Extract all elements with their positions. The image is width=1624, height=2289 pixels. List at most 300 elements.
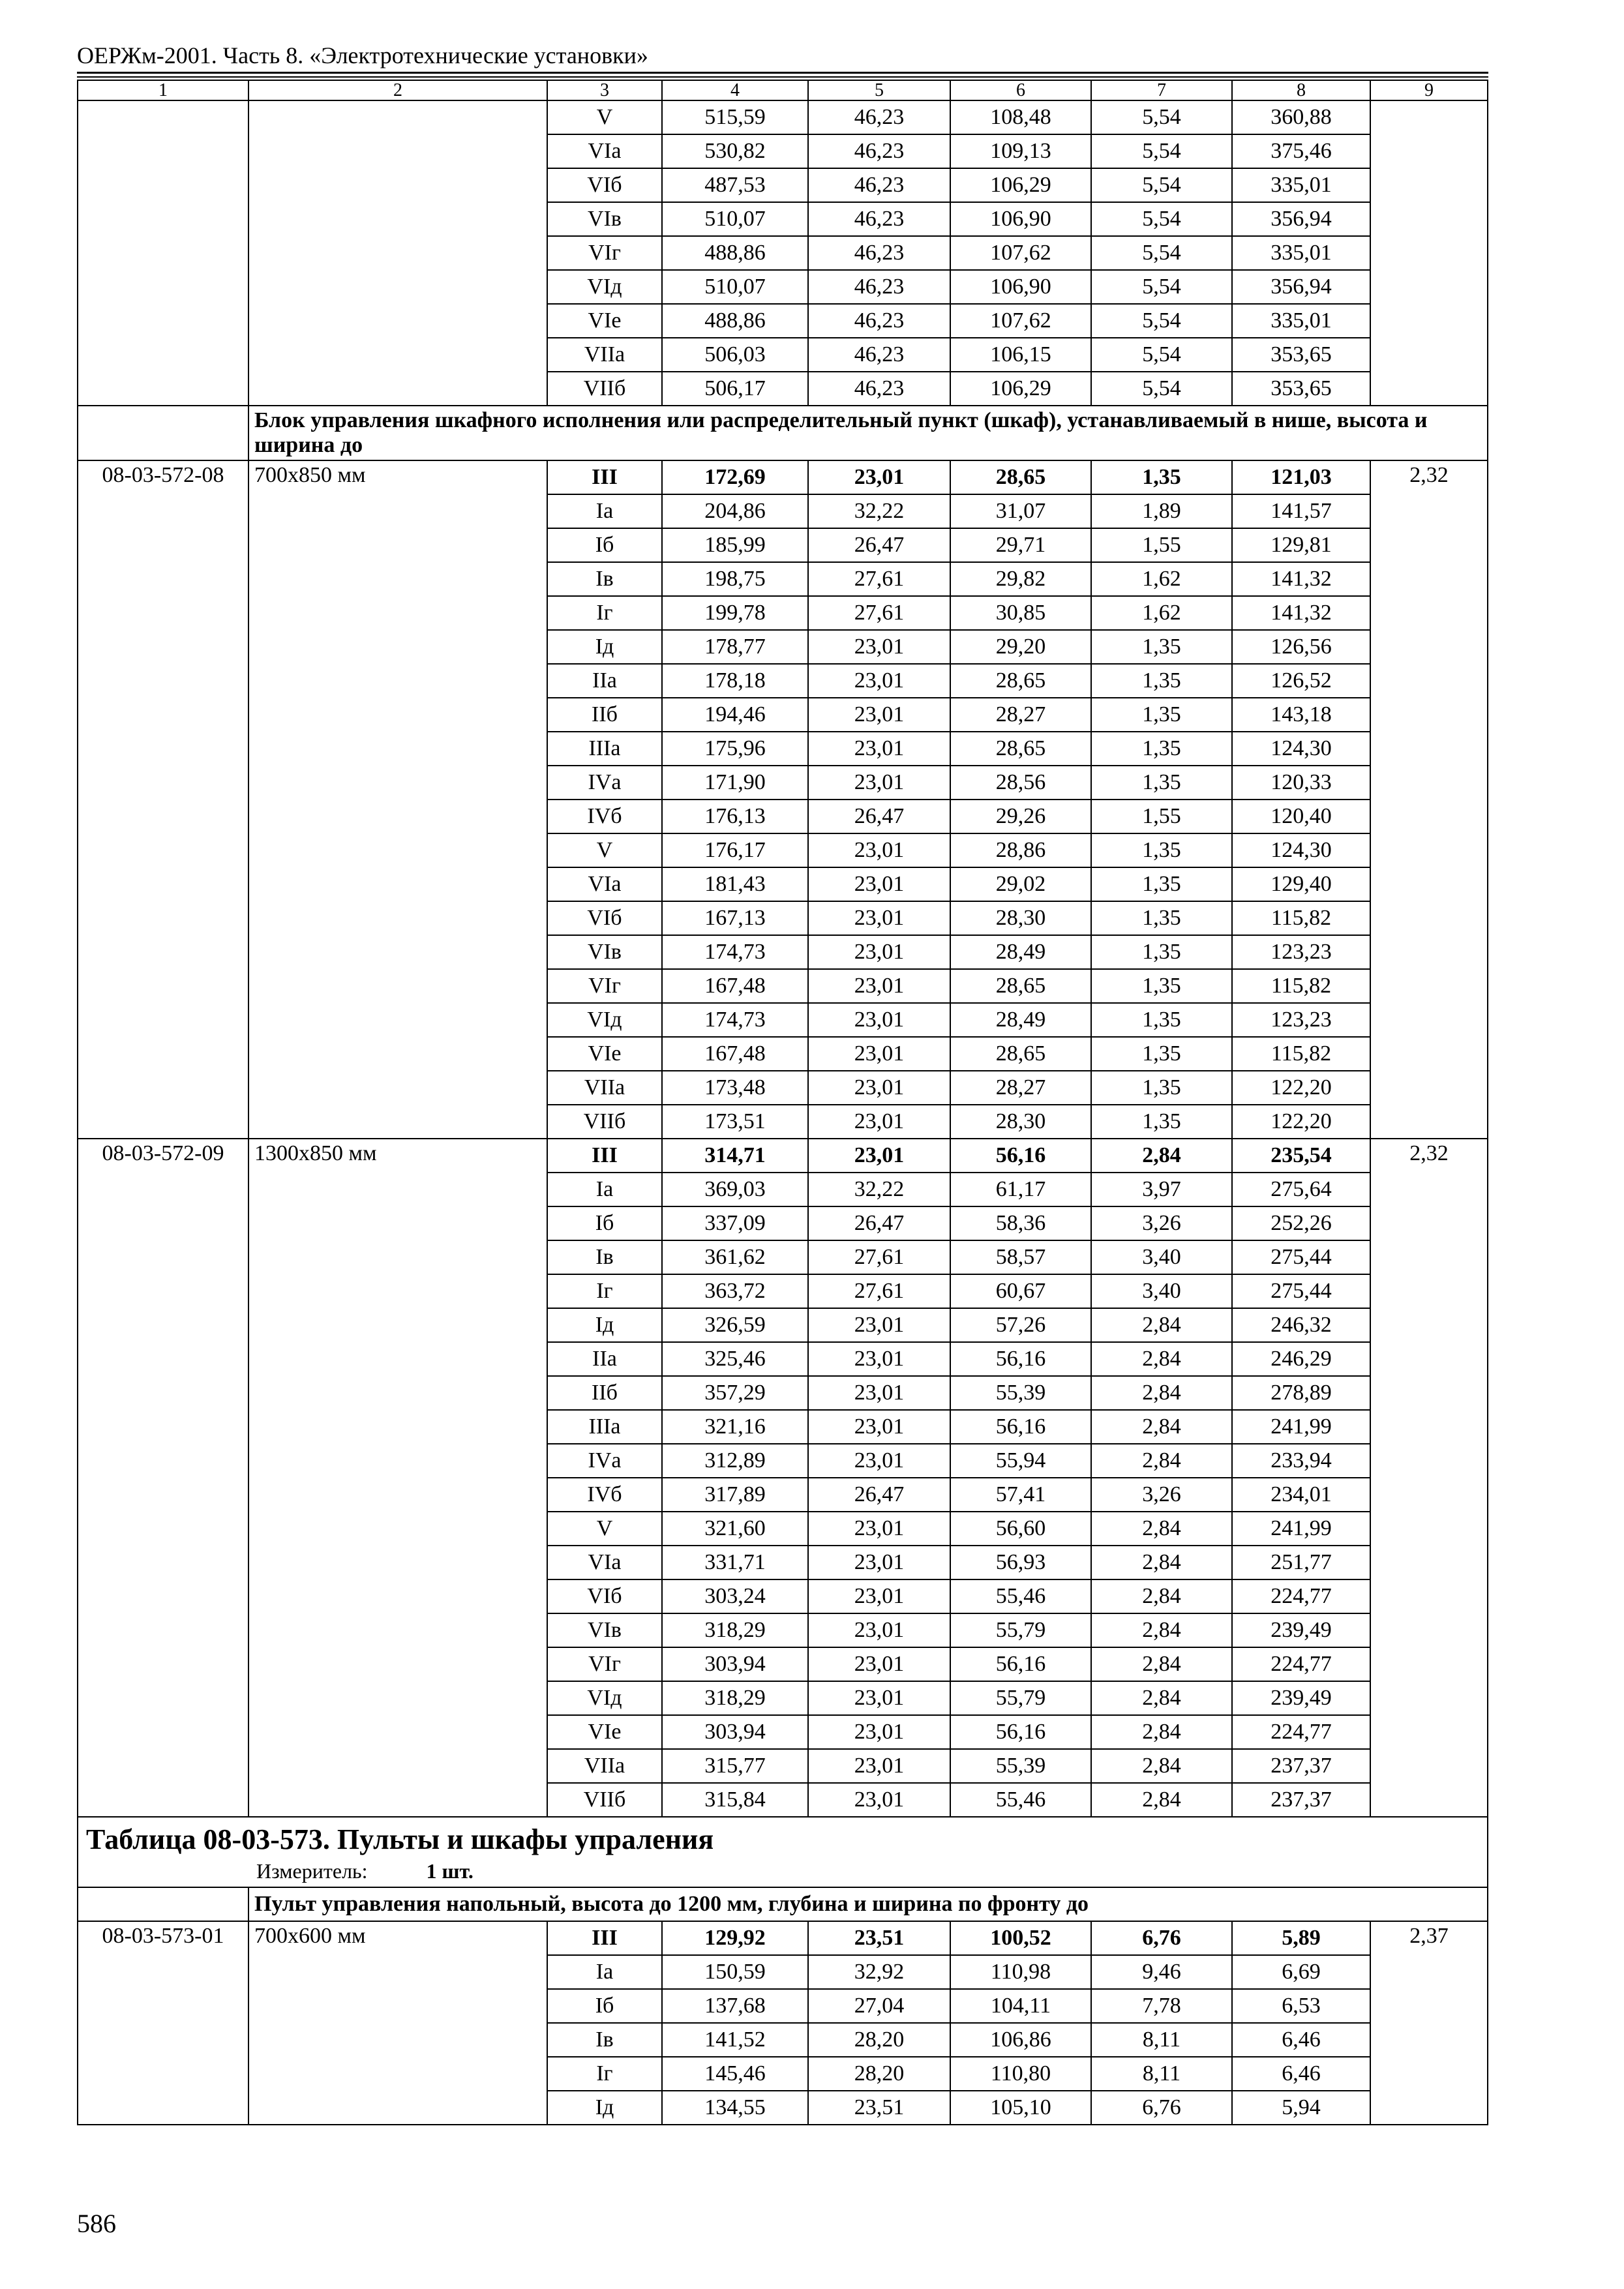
driver-wage-cell: 1,35 <box>1091 969 1232 1003</box>
zone-cell: VIб <box>547 168 662 202</box>
machine-cost-cell: 28,30 <box>950 1105 1091 1139</box>
driver-wage-cell: 3,26 <box>1091 1478 1232 1512</box>
material-cost-cell: 241,99 <box>1232 1410 1370 1444</box>
direct-cost-cell: 150,59 <box>662 1955 808 1989</box>
column-number: 2 <box>248 80 547 100</box>
direct-cost-cell: 199,78 <box>662 596 808 630</box>
driver-wage-cell: 1,62 <box>1091 596 1232 630</box>
driver-wage-cell: 2,84 <box>1091 1444 1232 1478</box>
zone-cell: IVа <box>547 1444 662 1478</box>
column-number: 3 <box>547 80 662 100</box>
zone-cell: Iб <box>547 1206 662 1240</box>
driver-wage-cell: 2,84 <box>1091 1783 1232 1817</box>
labor-cost-cell: 23,01 <box>808 1139 950 1173</box>
header-rule-thin <box>77 76 1488 78</box>
labor-cost-cell: 23,01 <box>808 630 950 664</box>
machine-cost-cell: 58,57 <box>950 1240 1091 1274</box>
material-cost-cell: 115,82 <box>1232 901 1370 935</box>
meter-value: 1 шт. <box>426 1859 474 1883</box>
direct-cost-cell: 178,18 <box>662 664 808 698</box>
labor-cost-cell: 23,01 <box>808 1579 950 1613</box>
material-cost-cell: 6,46 <box>1232 2057 1370 2091</box>
labor-cost-cell: 23,01 <box>808 766 950 800</box>
labor-cost-cell: 46,23 <box>808 338 950 372</box>
zone-cell: Iв <box>547 562 662 596</box>
labor-cost-cell: 23,01 <box>808 1681 950 1715</box>
driver-wage-cell: 5,54 <box>1091 372 1232 406</box>
driver-wage-cell: 3,40 <box>1091 1240 1232 1274</box>
zone-cell: VIд <box>547 270 662 304</box>
material-cost-cell: 275,44 <box>1232 1274 1370 1308</box>
driver-wage-cell: 1,35 <box>1091 460 1232 494</box>
driver-wage-cell: 1,62 <box>1091 562 1232 596</box>
material-cost-cell: 233,94 <box>1232 1444 1370 1478</box>
machine-cost-cell: 55,39 <box>950 1749 1091 1783</box>
labor-hours-cell: 2,32 <box>1370 1139 1488 1817</box>
zone-cell: VIIб <box>547 1783 662 1817</box>
direct-cost-cell: 506,17 <box>662 372 808 406</box>
material-cost-cell: 360,88 <box>1232 100 1370 134</box>
driver-wage-cell: 1,55 <box>1091 800 1232 833</box>
machine-cost-cell: 28,30 <box>950 901 1091 935</box>
driver-wage-cell: 6,76 <box>1091 2091 1232 2125</box>
driver-wage-cell: 6,76 <box>1091 1921 1232 1955</box>
driver-wage-cell: 1,55 <box>1091 528 1232 562</box>
material-cost-cell: 126,56 <box>1232 630 1370 664</box>
driver-wage-cell: 2,84 <box>1091 1579 1232 1613</box>
machine-cost-cell: 58,36 <box>950 1206 1091 1240</box>
labor-cost-cell: 23,01 <box>808 1105 950 1139</box>
material-cost-cell: 275,64 <box>1232 1173 1370 1206</box>
driver-wage-cell: 2,84 <box>1091 1308 1232 1342</box>
rates-table <box>77 80 1488 2125</box>
direct-cost-cell: 314,71 <box>662 1139 808 1173</box>
machine-cost-cell: 104,11 <box>950 1989 1091 2023</box>
machine-cost-cell: 28,27 <box>950 1071 1091 1105</box>
direct-cost-cell: 174,73 <box>662 1003 808 1037</box>
section-spacer <box>78 406 248 460</box>
driver-wage-cell: 5,54 <box>1091 202 1232 236</box>
zone-cell: VIд <box>547 1003 662 1037</box>
driver-wage-cell: 5,54 <box>1091 304 1232 338</box>
direct-cost-cell: 488,86 <box>662 236 808 270</box>
section-heading: Блок управления шкафного исполнения или распределительный пункт (шкаф), устанавливаемый в нише, высота и ширина до <box>248 406 1488 460</box>
direct-cost-cell: 303,24 <box>662 1579 808 1613</box>
meter-label: Измеритель: <box>256 1859 368 1883</box>
zone-cell: IIб <box>547 1376 662 1410</box>
machine-cost-cell: 29,71 <box>950 528 1091 562</box>
labor-cost-cell: 46,23 <box>808 100 950 134</box>
machine-cost-cell: 55,94 <box>950 1444 1091 1478</box>
labor-cost-cell: 23,01 <box>808 664 950 698</box>
zone-cell: VIг <box>547 236 662 270</box>
direct-cost-cell: 303,94 <box>662 1715 808 1749</box>
direct-cost-cell: 363,72 <box>662 1274 808 1308</box>
labor-cost-cell: 23,01 <box>808 969 950 1003</box>
direct-cost-cell: 172,69 <box>662 460 808 494</box>
machine-cost-cell: 29,20 <box>950 630 1091 664</box>
direct-cost-cell: 181,43 <box>662 867 808 901</box>
zone-cell: VIIа <box>547 1071 662 1105</box>
item-dimensions: 700х600 мм <box>248 1921 547 2125</box>
machine-cost-cell: 100,52 <box>950 1921 1091 1955</box>
zone-cell: VIб <box>547 901 662 935</box>
machine-cost-cell: 56,16 <box>950 1139 1091 1173</box>
zone-cell: IIа <box>547 1342 662 1376</box>
labor-cost-cell: 32,22 <box>808 494 950 528</box>
labor-cost-cell: 27,61 <box>808 1274 950 1308</box>
labor-cost-cell: 46,23 <box>808 270 950 304</box>
labor-cost-cell: 23,01 <box>808 732 950 766</box>
rates-table-body <box>78 80 1488 2125</box>
labor-cost-cell: 23,51 <box>808 1921 950 1955</box>
material-cost-cell: 5,94 <box>1232 2091 1370 2125</box>
machine-cost-cell: 28,86 <box>950 833 1091 867</box>
direct-cost-cell: 175,96 <box>662 732 808 766</box>
machine-cost-cell: 61,17 <box>950 1173 1091 1206</box>
machine-cost-cell: 28,65 <box>950 664 1091 698</box>
zone-cell: IVб <box>547 1478 662 1512</box>
material-cost-cell: 141,32 <box>1232 596 1370 630</box>
zone-cell: Iб <box>547 528 662 562</box>
table-row <box>78 460 1488 494</box>
material-cost-cell: 5,89 <box>1232 1921 1370 1955</box>
material-cost-cell: 335,01 <box>1232 168 1370 202</box>
labor-cost-cell: 46,23 <box>808 372 950 406</box>
machine-cost-cell: 28,27 <box>950 698 1091 732</box>
labor-cost-cell: 23,01 <box>808 1444 950 1478</box>
zone-cell: VIа <box>547 867 662 901</box>
machine-cost-cell: 56,60 <box>950 1512 1091 1546</box>
zone-cell: V <box>547 833 662 867</box>
labor-cost-cell: 26,47 <box>808 528 950 562</box>
material-cost-cell: 251,77 <box>1232 1546 1370 1579</box>
labor-cost-cell: 46,23 <box>808 134 950 168</box>
zone-cell: Iв <box>547 2023 662 2057</box>
direct-cost-cell: 317,89 <box>662 1478 808 1512</box>
material-cost-cell: 353,65 <box>1232 372 1370 406</box>
material-cost-cell: 124,30 <box>1232 732 1370 766</box>
direct-cost-cell: 510,07 <box>662 270 808 304</box>
zone-cell: VIд <box>547 1681 662 1715</box>
material-cost-cell: 115,82 <box>1232 969 1370 1003</box>
machine-cost-cell: 55,39 <box>950 1376 1091 1410</box>
column-number: 7 <box>1091 80 1232 100</box>
zone-cell: VIIб <box>547 1105 662 1139</box>
machine-cost-cell: 106,29 <box>950 168 1091 202</box>
labor-cost-cell: 26,47 <box>808 1478 950 1512</box>
material-cost-cell: 234,01 <box>1232 1478 1370 1512</box>
direct-cost-cell: 171,90 <box>662 766 808 800</box>
driver-wage-cell: 8,11 <box>1091 2057 1232 2091</box>
material-cost-cell: 239,49 <box>1232 1681 1370 1715</box>
zone-cell: VIг <box>547 1647 662 1681</box>
column-number: 4 <box>662 80 808 100</box>
material-cost-cell: 252,26 <box>1232 1206 1370 1240</box>
labor-cost-cell: 26,47 <box>808 800 950 833</box>
zone-cell: VIа <box>547 1546 662 1579</box>
material-cost-cell: 141,57 <box>1232 494 1370 528</box>
direct-cost-cell: 303,94 <box>662 1647 808 1681</box>
machine-cost-cell: 31,07 <box>950 494 1091 528</box>
machine-cost-cell: 108,48 <box>950 100 1091 134</box>
zone-cell: VIв <box>547 202 662 236</box>
direct-cost-cell: 326,59 <box>662 1308 808 1342</box>
rate-code <box>78 100 248 406</box>
driver-wage-cell: 5,54 <box>1091 236 1232 270</box>
section-spacer <box>78 1887 248 1921</box>
direct-cost-cell: 137,68 <box>662 1989 808 2023</box>
running-header: ОЕРЖм-2001. Часть 8. «Электротехнические установки» <box>77 42 648 68</box>
column-number: 1 <box>78 80 248 100</box>
driver-wage-cell: 1,35 <box>1091 630 1232 664</box>
labor-cost-cell: 23,01 <box>808 1546 950 1579</box>
driver-wage-cell: 3,97 <box>1091 1173 1232 1206</box>
material-cost-cell: 356,94 <box>1232 202 1370 236</box>
material-cost-cell: 124,30 <box>1232 833 1370 867</box>
labor-cost-cell: 27,61 <box>808 562 950 596</box>
material-cost-cell: 224,77 <box>1232 1647 1370 1681</box>
machine-cost-cell: 110,98 <box>950 1955 1091 1989</box>
direct-cost-cell: 515,59 <box>662 100 808 134</box>
labor-cost-cell: 28,20 <box>808 2023 950 2057</box>
rate-code: 08-03-572-08 <box>78 460 248 1139</box>
zone-cell: VIе <box>547 304 662 338</box>
driver-wage-cell: 2,84 <box>1091 1512 1232 1546</box>
zone-cell: V <box>547 1512 662 1546</box>
section-row <box>78 406 1488 460</box>
machine-cost-cell: 106,15 <box>950 338 1091 372</box>
material-cost-cell: 121,03 <box>1232 460 1370 494</box>
driver-wage-cell: 2,84 <box>1091 1647 1232 1681</box>
machine-cost-cell: 29,02 <box>950 867 1091 901</box>
labor-hours-cell: 2,37 <box>1370 1921 1488 2125</box>
direct-cost-cell: 204,86 <box>662 494 808 528</box>
driver-wage-cell: 7,78 <box>1091 1989 1232 2023</box>
meter-line <box>78 1858 1487 1887</box>
direct-cost-cell: 506,03 <box>662 338 808 372</box>
driver-wage-cell: 5,54 <box>1091 338 1232 372</box>
material-cost-cell: 141,32 <box>1232 562 1370 596</box>
column-number: 9 <box>1370 80 1488 100</box>
labor-cost-cell: 32,22 <box>808 1173 950 1206</box>
machine-cost-cell: 106,29 <box>950 372 1091 406</box>
driver-wage-cell: 2,84 <box>1091 1410 1232 1444</box>
direct-cost-cell: 173,48 <box>662 1071 808 1105</box>
material-cost-cell: 356,94 <box>1232 270 1370 304</box>
driver-wage-cell: 2,84 <box>1091 1613 1232 1647</box>
material-cost-cell: 126,52 <box>1232 664 1370 698</box>
labor-cost-cell: 23,01 <box>808 1715 950 1749</box>
driver-wage-cell: 2,84 <box>1091 1546 1232 1579</box>
zone-cell: VIIа <box>547 338 662 372</box>
column-number: 6 <box>950 80 1091 100</box>
labor-cost-cell: 23,01 <box>808 1647 950 1681</box>
driver-wage-cell: 5,54 <box>1091 168 1232 202</box>
material-cost-cell: 6,53 <box>1232 1989 1370 2023</box>
labor-cost-cell: 23,51 <box>808 2091 950 2125</box>
material-cost-cell: 123,23 <box>1232 935 1370 969</box>
zone-cell: VIв <box>547 1613 662 1647</box>
item-dimensions: 1300х850 мм <box>248 1139 547 1817</box>
material-cost-cell: 246,32 <box>1232 1308 1370 1342</box>
driver-wage-cell: 2,84 <box>1091 1342 1232 1376</box>
driver-wage-cell: 5,54 <box>1091 100 1232 134</box>
material-cost-cell: 235,54 <box>1232 1139 1370 1173</box>
material-cost-cell: 278,89 <box>1232 1376 1370 1410</box>
zone-cell: IVб <box>547 800 662 833</box>
material-cost-cell: 129,40 <box>1232 867 1370 901</box>
material-cost-cell: 6,46 <box>1232 2023 1370 2057</box>
page-number: 586 <box>77 2209 116 2238</box>
machine-cost-cell: 30,85 <box>950 596 1091 630</box>
driver-wage-cell: 1,35 <box>1091 1037 1232 1071</box>
material-cost-cell: 143,18 <box>1232 698 1370 732</box>
direct-cost-cell: 129,92 <box>662 1921 808 1955</box>
driver-wage-cell: 2,84 <box>1091 1139 1232 1173</box>
zone-cell: V <box>547 100 662 134</box>
zone-cell: VIIб <box>547 372 662 406</box>
driver-wage-cell: 2,84 <box>1091 1681 1232 1715</box>
column-number: 5 <box>808 80 950 100</box>
zone-cell: Iг <box>547 596 662 630</box>
direct-cost-cell: 487,53 <box>662 168 808 202</box>
zone-cell: VIа <box>547 134 662 168</box>
zone-cell: Iд <box>547 2091 662 2125</box>
item-dimensions <box>248 100 547 406</box>
zone-cell: Iа <box>547 1955 662 1989</box>
zone-cell: Iв <box>547 1240 662 1274</box>
zone-cell: Iа <box>547 494 662 528</box>
labor-cost-cell: 23,01 <box>808 1783 950 1817</box>
column-number: 8 <box>1232 80 1370 100</box>
direct-cost-cell: 318,29 <box>662 1681 808 1715</box>
machine-cost-cell: 57,41 <box>950 1478 1091 1512</box>
machine-cost-cell: 29,26 <box>950 800 1091 833</box>
material-cost-cell: 122,20 <box>1232 1071 1370 1105</box>
zone-cell: Iд <box>547 630 662 664</box>
labor-cost-cell: 23,01 <box>808 1308 950 1342</box>
machine-cost-cell: 28,65 <box>950 969 1091 1003</box>
machine-cost-cell: 29,82 <box>950 562 1091 596</box>
table-row <box>78 1139 1488 1173</box>
material-cost-cell: 241,99 <box>1232 1512 1370 1546</box>
driver-wage-cell: 1,35 <box>1091 732 1232 766</box>
driver-wage-cell: 1,35 <box>1091 1071 1232 1105</box>
driver-wage-cell: 1,35 <box>1091 1003 1232 1037</box>
labor-cost-cell: 27,61 <box>808 596 950 630</box>
column-number-row <box>78 80 1488 100</box>
zone-cell: IIа <box>547 664 662 698</box>
zone-cell: Iг <box>547 2057 662 2091</box>
labor-cost-cell: 23,01 <box>808 1376 950 1410</box>
driver-wage-cell: 1,35 <box>1091 901 1232 935</box>
zone-cell: IIIа <box>547 1410 662 1444</box>
direct-cost-cell: 167,13 <box>662 901 808 935</box>
driver-wage-cell: 2,84 <box>1091 1749 1232 1783</box>
zone-cell: IIб <box>547 698 662 732</box>
driver-wage-cell: 1,35 <box>1091 935 1232 969</box>
labor-hours-cell <box>1370 100 1488 406</box>
rate-code: 08-03-573-01 <box>78 1921 248 2125</box>
zone-cell: VIг <box>547 969 662 1003</box>
driver-wage-cell: 1,35 <box>1091 867 1232 901</box>
machine-cost-cell: 28,65 <box>950 1037 1091 1071</box>
zone-cell: III <box>547 1139 662 1173</box>
zone-cell: III <box>547 460 662 494</box>
direct-cost-cell: 331,71 <box>662 1546 808 1579</box>
zone-cell: VIв <box>547 935 662 969</box>
machine-cost-cell: 106,86 <box>950 2023 1091 2057</box>
direct-cost-cell: 198,75 <box>662 562 808 596</box>
material-cost-cell: 275,44 <box>1232 1240 1370 1274</box>
direct-cost-cell: 318,29 <box>662 1613 808 1647</box>
driver-wage-cell: 1,35 <box>1091 698 1232 732</box>
labor-cost-cell: 23,01 <box>808 460 950 494</box>
labor-cost-cell: 23,01 <box>808 1003 950 1037</box>
driver-wage-cell: 5,54 <box>1091 134 1232 168</box>
machine-cost-cell: 28,65 <box>950 460 1091 494</box>
direct-cost-cell: 167,48 <box>662 1037 808 1071</box>
direct-cost-cell: 173,51 <box>662 1105 808 1139</box>
driver-wage-cell: 1,35 <box>1091 664 1232 698</box>
direct-cost-cell: 321,60 <box>662 1512 808 1546</box>
driver-wage-cell: 2,84 <box>1091 1715 1232 1749</box>
direct-cost-cell: 510,07 <box>662 202 808 236</box>
zone-cell: VIIа <box>547 1749 662 1783</box>
labor-cost-cell: 46,23 <box>808 202 950 236</box>
machine-cost-cell: 56,16 <box>950 1410 1091 1444</box>
direct-cost-cell: 178,77 <box>662 630 808 664</box>
labor-cost-cell: 46,23 <box>808 304 950 338</box>
zone-cell: IVа <box>547 766 662 800</box>
labor-cost-cell: 23,01 <box>808 1749 950 1783</box>
direct-cost-cell: 325,46 <box>662 1342 808 1376</box>
material-cost-cell: 237,37 <box>1232 1783 1370 1817</box>
material-cost-cell: 224,77 <box>1232 1715 1370 1749</box>
material-cost-cell: 335,01 <box>1232 304 1370 338</box>
material-cost-cell: 239,49 <box>1232 1613 1370 1647</box>
machine-cost-cell: 55,46 <box>950 1783 1091 1817</box>
labor-cost-cell: 32,92 <box>808 1955 950 1989</box>
labor-cost-cell: 23,01 <box>808 1512 950 1546</box>
machine-cost-cell: 106,90 <box>950 202 1091 236</box>
machine-cost-cell: 57,26 <box>950 1308 1091 1342</box>
direct-cost-cell: 141,52 <box>662 2023 808 2057</box>
material-cost-cell: 6,69 <box>1232 1955 1370 1989</box>
driver-wage-cell: 9,46 <box>1091 1955 1232 1989</box>
material-cost-cell: 129,81 <box>1232 528 1370 562</box>
machine-cost-cell: 55,79 <box>950 1613 1091 1647</box>
table-title: Таблица 08-03-573. Пульты и шкафы упраления <box>86 1823 714 1855</box>
table-title-row <box>78 1817 1488 1887</box>
direct-cost-cell: 488,86 <box>662 304 808 338</box>
direct-cost-cell: 145,46 <box>662 2057 808 2091</box>
labor-cost-cell: 23,01 <box>808 1342 950 1376</box>
direct-cost-cell: 321,16 <box>662 1410 808 1444</box>
rate-code: 08-03-572-09 <box>78 1139 248 1817</box>
zone-cell: VIе <box>547 1037 662 1071</box>
zone-cell: VIе <box>547 1715 662 1749</box>
material-cost-cell: 353,65 <box>1232 338 1370 372</box>
labor-cost-cell: 46,23 <box>808 236 950 270</box>
driver-wage-cell: 1,35 <box>1091 766 1232 800</box>
section-row <box>78 1887 1488 1921</box>
machine-cost-cell: 28,65 <box>950 732 1091 766</box>
material-cost-cell: 237,37 <box>1232 1749 1370 1783</box>
direct-cost-cell: 357,29 <box>662 1376 808 1410</box>
machine-cost-cell: 56,93 <box>950 1546 1091 1579</box>
